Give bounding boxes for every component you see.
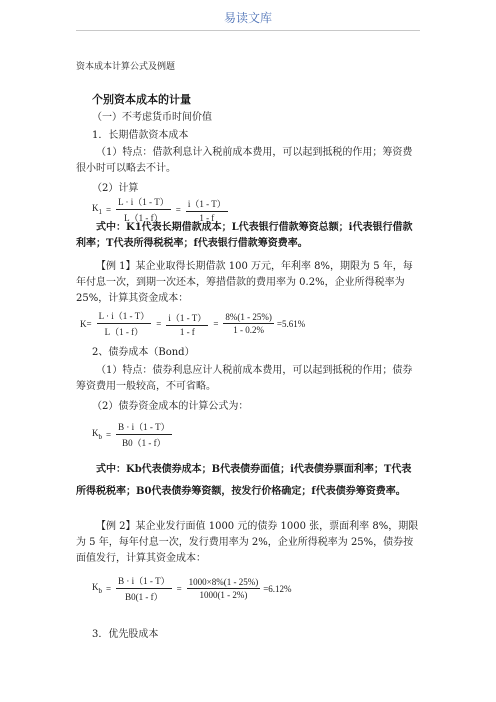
item-bond: 2、债券成本（Bond）: [92, 347, 195, 358]
fraction: $\frac{B \cdot i(1 - T)}{B0(1 - f)}$: [118, 576, 170, 602]
fraction: $\frac{8\%(1 - 25\%)}{1 - 0.2\%}$: [225, 312, 272, 335]
paragraph-loan-features: （1）特点：借款利息计入税前成本费用，可以起到抵税的作用；筹资费很小时可以略去不计。: [76, 147, 413, 174]
calc-label-1: （2）计算: [92, 183, 139, 194]
formula-lhs: $K_1$: [92, 203, 102, 216]
legend-bond: 式中：Kb代表债券成本；B代表债券面值；i代表债券票面利率；T代表所得税税率；B0代表债券筹资额，按发行价格确定；f代表债券筹资费率。: [76, 464, 412, 497]
example-2: 【例 2】某企业发行面值 1000 元的债券 1000 张，票面利率 8%，期限为 5 年，每年付息一次，发行费用率为 2%，企业所得税率为 25%，债券按面值发行，计算其资金成本：: [76, 521, 419, 564]
fraction: $\frac{1000\times 8\%(1 - 25\%)}{1000(1 - 2\%)}$: [188, 577, 259, 600]
site-header[interactable]: 易读文库: [223, 11, 272, 25]
fraction: $\frac{i(1 - T)}{1 - f}$: [168, 312, 207, 337]
item-long-term-loan: 1．长期借款资本成本: [92, 130, 189, 141]
fraction: $\frac{i(1 - T)}{1 - f}$: [187, 198, 226, 223]
document-title: 资本成本计算公式及例题: [76, 62, 176, 72]
fraction: $\frac{L \cdot i(1 - T)}{L(1 - f)}$: [98, 311, 150, 337]
formula-lhs: $K_b$: [92, 428, 102, 441]
fraction: $\frac{L \cdot i(1 - T)}{L(1 - f)}$: [118, 197, 169, 223]
item-preferred-stock: 3．优先股成本: [92, 629, 159, 640]
formula-example-2: $K_b$ = $\frac{B \cdot i(1 - T)}{B0(1 - f)}$ = $\frac{1000\times 8\%(1 - 25\%)}{1000(1 - 2\%)}$ =6.12%: [92, 576, 292, 602]
formula-loan-cost: $K_1$ = $\frac{L \cdot i(1 - T)}{L(1 - f)}$ = $\frac{i(1 - T)}{1 - f}$: [92, 197, 226, 223]
paragraph-bond-features: （1）特点：债券利息应计人税前成本费用，可以起到抵税的作用；债券筹资费用一般较高，不可省略。: [76, 365, 413, 392]
fraction: $\frac{B \cdot i(1 - T)}{B0(1 - f)}$: [118, 422, 170, 448]
section-heading: 个别资本成本的计量: [92, 93, 191, 106]
formula-result: =5.61%: [276, 318, 306, 329]
formula-bond-cost: $K_b$ = $\frac{B \cdot i(1 - T)}{B0(1 - f)}$: [92, 422, 170, 448]
calc-label-2: （2）债券资金成本的计算公式为：: [92, 401, 249, 412]
legend-loan: 式中：K1代表长期借款成本；L代表银行借款筹资总额；i代表银行借款利率；T代表所得税税率；f代表银行借款筹资费率。: [76, 222, 413, 249]
example-1: 【例 1】某企业取得长期借款 100 万元，年利率 8%，期限为 5 年，每年付息一次，到期一次还本，筹措借款的费用率为 0.2%，企业所得税率为 25%，计算其资金成本：: [76, 261, 413, 304]
header-divider: [76, 30, 420, 31]
subsection-1: （一）不考虑货币时间价值: [92, 112, 212, 123]
formula-lhs: $K_b$: [92, 582, 102, 595]
formula-result: =6.12%: [263, 583, 292, 594]
formula-example-1: K= $\frac{L \cdot i(1 - T)}{L(1 - f)}$ = $\frac{i(1 - T)}{1 - f}$ = $\frac{8\%(1 - 25\%)}{1 - 0.2\%}$ =5.61%: [80, 311, 306, 337]
